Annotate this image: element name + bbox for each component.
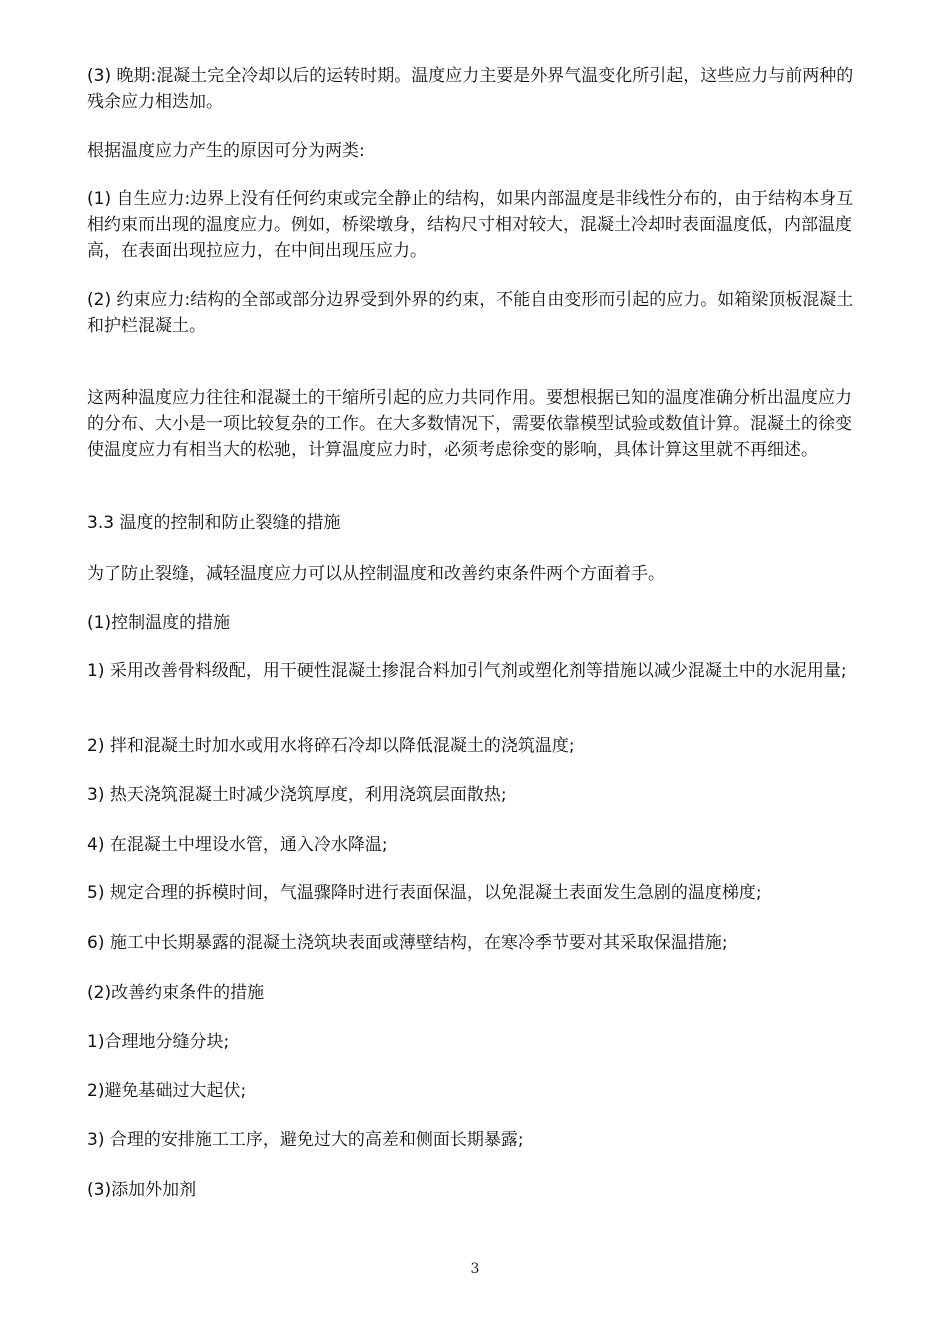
- paragraph-combined-effect: 这两种温度应力往往和混凝土的干缩所引起的应力共同作用。要想根据已知的温度准确分析出温度应力的分布、大小是一项比较复杂的工作。在大多数情况下，需要依靠模型试验或数值计算。混凝土的徐变使温度应力有相当大的松驰，计算温度应力时，必须考虑徐变的影响，具体计算这里就不再细述。: [87, 388, 852, 460]
- page-number: 3: [470, 1261, 480, 1277]
- subheading-admixtures: (3)添加外加剂: [87, 1180, 197, 1200]
- subheading-constraint-conditions: (2)改善约束条件的措施: [87, 983, 265, 1003]
- paragraph-constraint-stress: (2) 约束应力:结构的全部或部分边界受到外界的约束，不能自由变形而引起的应力。如箱梁顶板混凝土和护栏混凝土。: [87, 290, 854, 336]
- subheading-temperature-control: (1)控制温度的措施: [87, 613, 231, 633]
- paragraph-self-stress: (1) 自生应力:边界上没有任何约束或完全静止的结构，如果内部温度是非线性分布的，由于结构本身互相约束而出现的温度应力。例如，桥梁墩身，结构尺寸相对较大，混凝土冷却时表面温度低，内部温度高，在表面出现拉应力，在中间出现压应力。: [87, 189, 854, 261]
- list-item-constraint-3: 3) 合理的安排施工工序，避免过大的高差和侧面长期暴露;: [87, 1130, 524, 1150]
- list-item-temperature-4: 4) 在混凝土中埋设水管，通入冷水降温;: [87, 835, 388, 855]
- section-heading-3-3: 3.3 温度的控制和防止裂缝的措施: [87, 513, 341, 533]
- list-item-constraint-2: 2)避免基础过大起伏;: [87, 1081, 247, 1101]
- list-item-temperature-3: 3) 热天浇筑混凝土时减少浇筑厚度，利用浇筑层面散热;: [87, 785, 507, 805]
- list-item-temperature-5: 5) 规定合理的拆模时间，气温骤降时进行表面保温，以免混凝土表面发生急剧的温度梯度;: [87, 883, 762, 903]
- list-item-constraint-1: 1)合理地分缝分块;: [87, 1032, 230, 1052]
- list-item-temperature-2: 2) 拌和混凝土时加水或用水将碎石冷却以降低混凝土的浇筑温度;: [87, 736, 575, 756]
- list-item-temperature-6: 6) 施工中长期暴露的混凝土浇筑块表面或薄壁结构，在寒冷季节要对其采取保温措施;: [87, 933, 728, 953]
- paragraph-late-stage: (3) 晚期:混凝土完全冷却以后的运转时期。温度应力主要是外界气温变化所引起，这些应力与前两种的残余应力相迭加。: [87, 66, 854, 112]
- paragraph-classification-intro: 根据温度应力产生的原因可分为两类:: [87, 141, 365, 161]
- paragraph-crack-prevention: 为了防止裂缝，减轻温度应力可以从控制温度和改善约束条件两个方面着手。: [87, 564, 665, 584]
- list-item-temperature-1: 1) 采用改善骨料级配，用干硬性混凝土掺混合料加引气剂或塑化剂等措施以减少混凝土中的水泥用量;: [87, 661, 847, 681]
